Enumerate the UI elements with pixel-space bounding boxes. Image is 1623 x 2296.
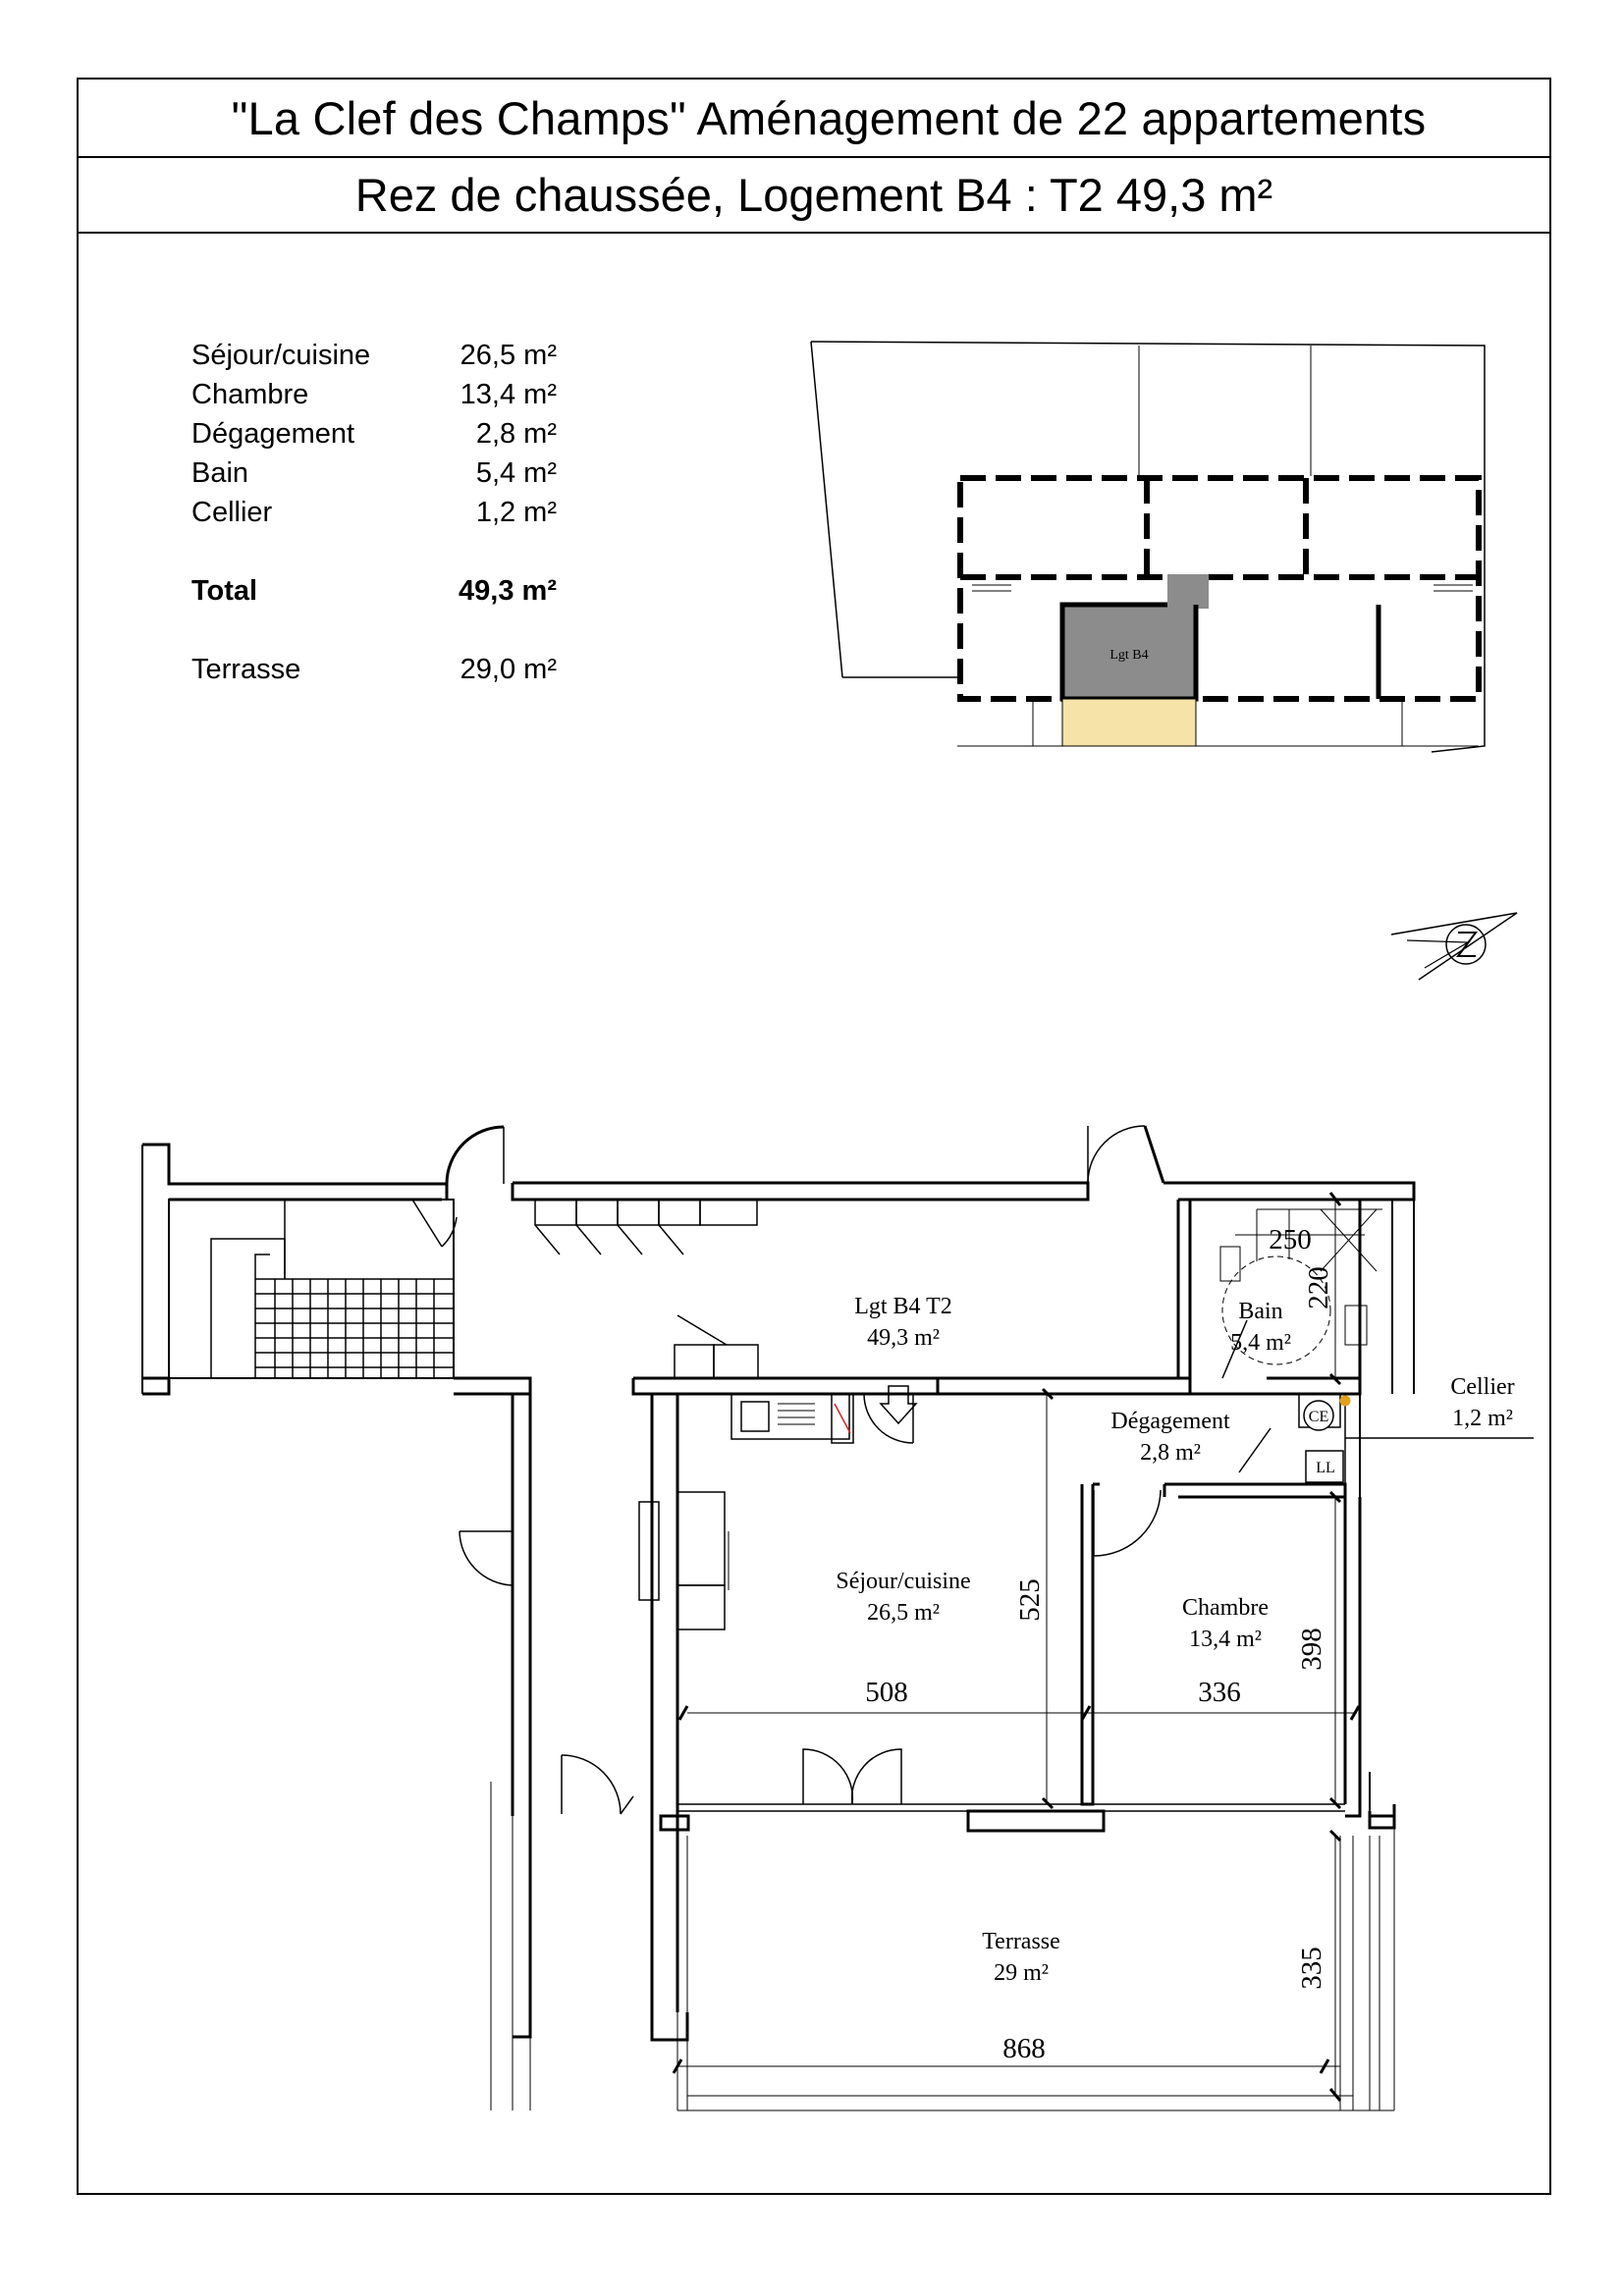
room-terrasse-name: Terrasse	[982, 1929, 1060, 1954]
area-row: Cellier 1,2 m²	[191, 497, 557, 528]
room-chambre-area: 13,4 m²	[1189, 1627, 1262, 1652]
room-cellier-area: 1,2 m²	[1452, 1406, 1513, 1431]
dim-sejour-width: 508	[865, 1677, 908, 1708]
area-row: Bain 5,4 m²	[191, 457, 557, 489]
unit-area: 49,3 m²	[867, 1325, 940, 1351]
unit-label: Lgt B4 T2	[854, 1294, 952, 1319]
area-total-row: Total 49,3 m²	[191, 575, 557, 607]
dim-chambre-width: 336	[1198, 1677, 1241, 1708]
room-sejour-area: 26,5 m²	[867, 1600, 940, 1626]
area-terrace-row: Terrasse 29,0 m²	[191, 654, 557, 685]
project-title: "La Clef des Champs" Aménagement de 22 appartements	[231, 91, 1427, 144]
room-degagement-name: Dégagement	[1110, 1409, 1230, 1434]
key-plan-unit-label: Lgt B4	[1109, 648, 1149, 663]
area-row: Séjour/cuisine 26,5 m²	[191, 340, 557, 371]
dim-bain-depth: 220	[1303, 1266, 1334, 1309]
room-bain-name: Bain	[1238, 1299, 1283, 1324]
dim-bain-width: 250	[1269, 1224, 1312, 1255]
ce-label: CE	[1308, 1409, 1329, 1425]
room-chambre-name: Chambre	[1182, 1595, 1269, 1621]
area-row: Dégagement 2,8 m²	[191, 418, 557, 450]
area-row: Chambre 13,4 m²	[191, 379, 557, 410]
room-sejour-name: Séjour/cuisine	[836, 1569, 971, 1594]
ll-label: LL	[1316, 1460, 1335, 1476]
room-bain-area: 5,4 m²	[1230, 1330, 1291, 1356]
dim-sejour-depth: 525	[1014, 1578, 1046, 1622]
room-cellier-name: Cellier	[1450, 1374, 1515, 1400]
dim-terrace-depth: 335	[1296, 1947, 1327, 1990]
dim-terrace-width: 868	[1002, 2033, 1046, 2064]
room-degagement-area: 2,8 m²	[1140, 1440, 1201, 1466]
room-terrasse-area: 29 m²	[994, 1960, 1049, 1986]
dim-chambre-depth: 398	[1296, 1628, 1327, 1671]
unit-title: Rez de chaussée, Logement B4 : T2 49,3 m²	[354, 169, 1273, 221]
